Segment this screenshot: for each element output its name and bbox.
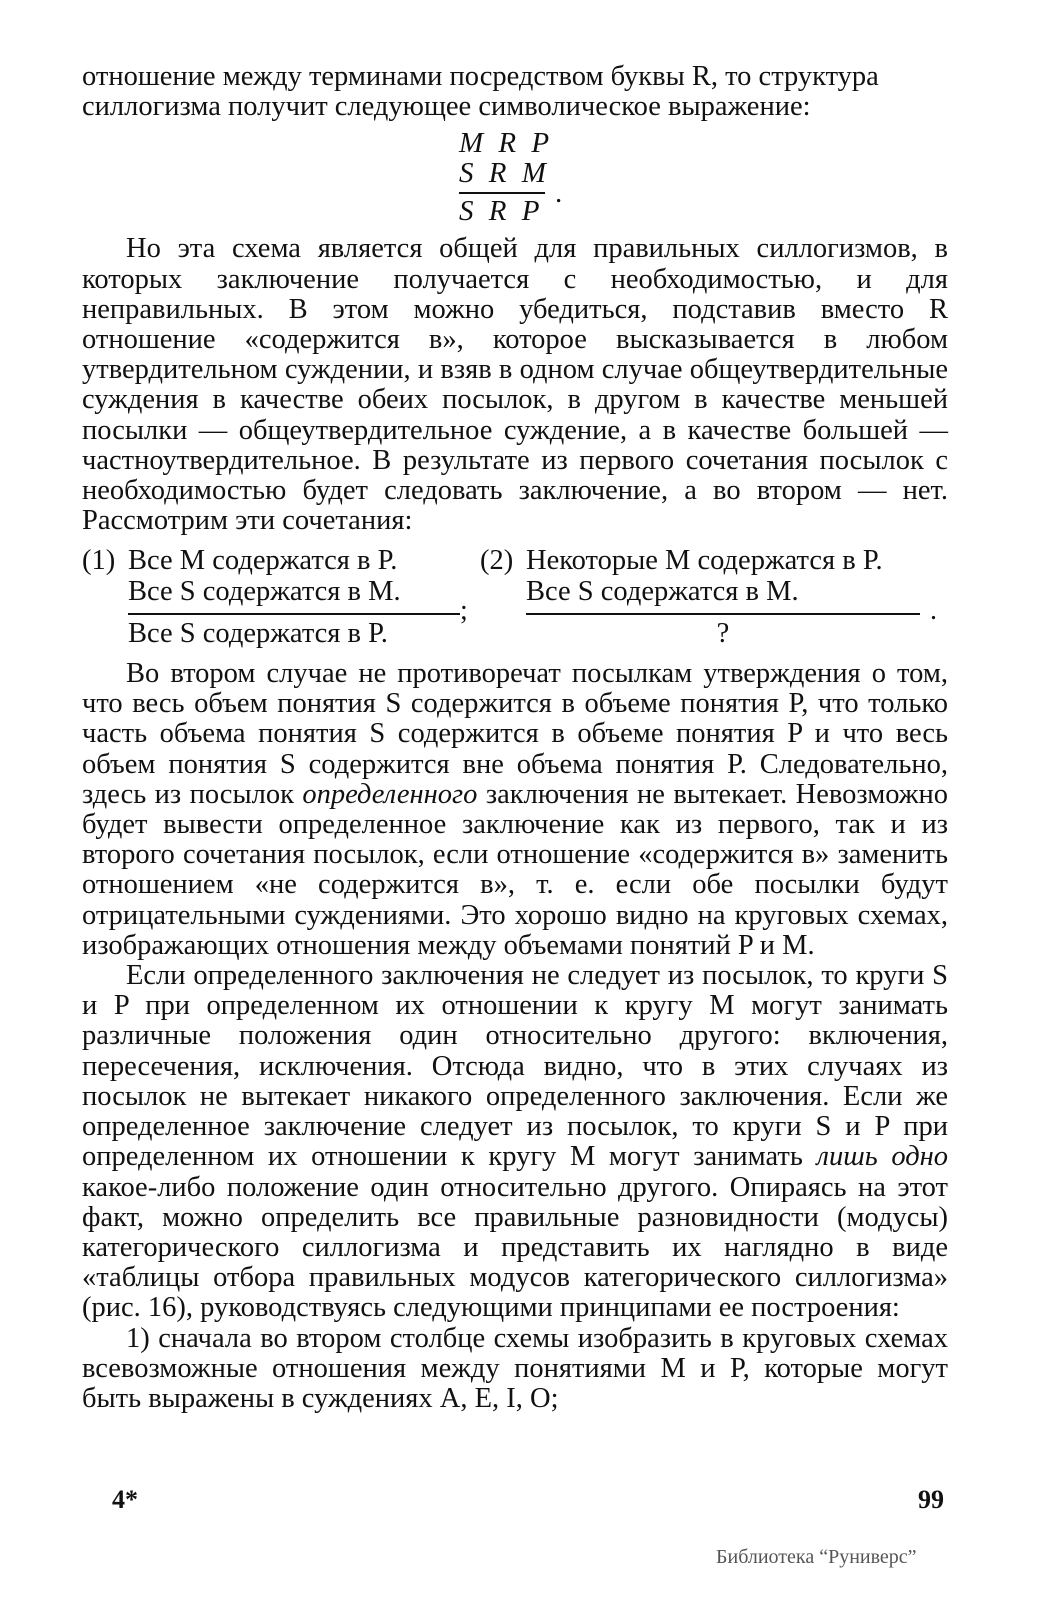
syllogism-2-punct: .	[930, 595, 937, 627]
syllogism-1-premise-2: Все S содержатся в M.	[128, 575, 401, 607]
paragraph-3	[82, 659, 948, 961]
syllogism-2-conclusion: ?	[716, 617, 730, 649]
paragraph-3-text: Во втором случае не противоречат посылкам утверждения о том, что весь объем понятия S содержится в объеме понятия P, что только часть объема понятия S содержится в объеме понятия P и что весь объем понятия S содержится вне объема понятия P. Следовательно, здесь из посылок	[82, 658, 948, 810]
syllogism-2-rule	[526, 613, 920, 615]
paragraph-3-emphasis: определенного	[302, 778, 478, 810]
syllogism-2-premise-2: Все S содержатся в M.	[526, 575, 799, 607]
formula-dot: .	[555, 177, 567, 210]
page-number: 99	[918, 1485, 944, 1514]
syllogism-1-conclusion: Все S содержатся в P.	[128, 617, 388, 649]
syllogism-1-number: (1)	[82, 545, 116, 577]
syllogism-formula	[441, 128, 589, 226]
paragraph-4-text: Если определенного заключения не следует из посылок, то круги S и P при определенном их отношении к кругу M могут занимать различные положения один относительно другого: включения, пересечения, исключения. Отсюда видно, что в этих случаях из посылок не вытекает никакого определенного заключения. Если же определенное заключение следует из посылок, то круги S и P при определенном их отношении к кругу M могут занимать	[82, 960, 948, 1173]
page-text	[82, 62, 948, 1414]
syllogism-2-premise-1: Некоторые M содержатся в P.	[526, 545, 883, 577]
formula-major-premise: M R P	[459, 127, 554, 160]
paragraph-1: отношение между терминами посредством буквы R, то структура силлогизма получит следующее символическое выражение:	[82, 61, 879, 123]
syllogism-1-punct: ;	[460, 595, 468, 627]
syllogism-1	[82, 546, 480, 649]
signature-mark: 4*	[112, 1485, 138, 1514]
paragraph-4-emphasis: лишь одно	[816, 1141, 949, 1173]
syllogism-examples	[82, 546, 948, 649]
formula-conclusion-line	[459, 177, 589, 228]
syllogism-2	[480, 546, 948, 649]
syllogism-1-premise-1: Все M содержатся в P.	[128, 545, 398, 577]
syllogism-1-rule	[128, 613, 460, 615]
formula-minor-premise: S R M	[459, 157, 550, 190]
formula-rule	[459, 192, 545, 194]
paragraph-4-tail: какое-либо положение один относительно другого. Опираясь на этот факт, можно определить все правильные разновидности (модусы) категорического силлогизма и представить их наглядно в виде «таблицы отбора правильных модусов категорического силлогизма» (рис. 16), руководствуясь следующими принципами ее построения:	[82, 1171, 948, 1324]
paragraph-3-tail: заключения не вытекает. Невозможно будет вывести определенное заключение как из первого, так и из второго сочетания посылок, если отношение «содержится в» заменить отношением «не содержится в», т. е. если обе посылки будут отрицательными суждениями. Это хорошо видно на круговых схемах, изображающих отношения между объемами понятий P и M.	[82, 778, 948, 961]
paragraph-5: 1) сначала во втором столбце схемы изобразить в круговых схемах всевозможные отношения между понятиями M и P, которые могут быть выражены в суждениях A, E, I, O;	[82, 1322, 948, 1414]
library-watermark: Библиотека “Руниверс”	[716, 1546, 917, 1568]
syllogism-2-number: (2)	[480, 545, 514, 577]
paragraph-2: Но эта схема является общей для правильных силлогизмов, в которых заключение получается с необходимостью, и для неправильных. В этом можно убедиться, подставив вместо R отношение «содержится в», которое высказывается в любом утвердительном суждении, и взяв в одном случае общеутвердительные суждения в качестве обеих посылок, в другом в качестве меньшей посылки — общеутвердительное суждение, а в качестве большей — частноутвердительное. В результате из первого сочетания посылок с необходимостью будет следовать заключение, а во втором — нет. Рассмотрим эти сочетания:	[82, 233, 948, 537]
paragraph-4	[82, 961, 948, 1323]
formula-conclusion: S R P	[459, 195, 544, 228]
